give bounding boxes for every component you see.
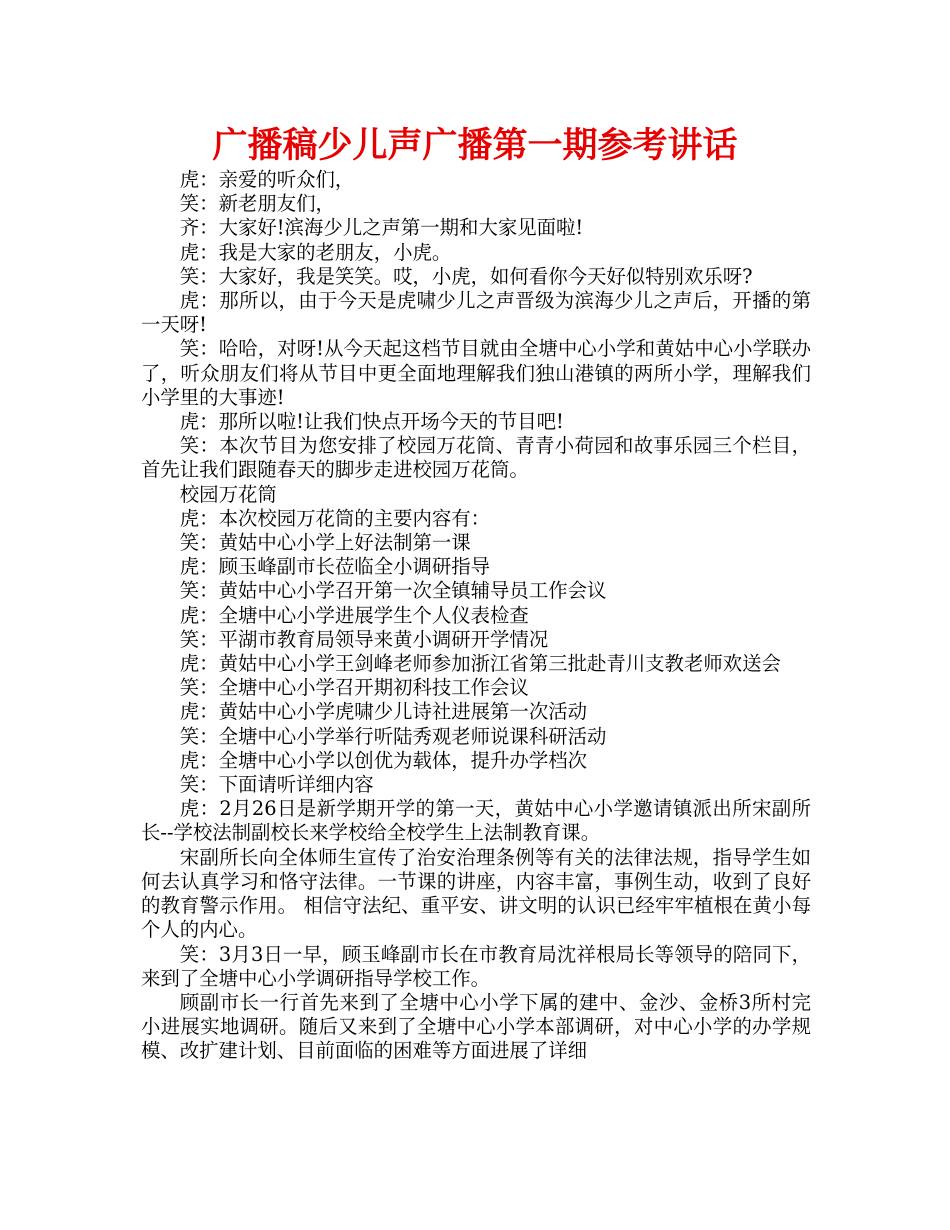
paragraph: 笑：平湖市教育局领导来黄小调研开学情况 [179, 627, 549, 651]
paragraph: 笑：新老朋友们， [179, 192, 335, 216]
paragraph: 顾副市长一行首先来到了全塘中心小学下属的建中、金沙、金桥3所村完小进展实地调研。随后又来到了全塘中心小学本部调研，对中心小学的办学规模、改扩建计划、目前面临的困难等方面进展了详细 [141, 990, 811, 1063]
paragraph: 笑：黄姑中心小学上好法制第一课 [179, 531, 471, 555]
paragraph: 笑：全塘中心小学召开期初科技工作会议 [179, 676, 529, 700]
paragraph: 笑：3月3日一早，顾玉峰副市长在市教育局沈祥根局长等领导的陪同下，来到了全塘中心小学调研指导学校工作。 [141, 942, 811, 990]
paragraph: 笑：本次节目为您安排了校园万花筒、青青小荷园和故事乐园三个栏目，首先让我们跟随春天的脚步走进校园万花筒。 [141, 434, 811, 482]
paragraph: 虎：那所以，由于今天是虎啸少儿之声晋级为滨海少儿之声后，开播的第一天呀! [141, 289, 811, 337]
paragraph: 笑：全塘中心小学举行听陆秀观老师说课科研活动 [179, 724, 607, 748]
paragraph: 笑：黄姑中心小学召开第一次全镇辅导员工作会议 [179, 579, 607, 603]
paragraph: 虎：亲爱的听众们， [179, 168, 355, 191]
paragraph: 虎：顾玉峰副市长莅临全小调研指导 [179, 555, 491, 579]
paragraph: 虎：本次校园万花筒的主要内容有： [179, 506, 491, 530]
paragraph: 虎：黄姑中心小学虎啸少儿诗社进展第一次活动 [179, 700, 587, 724]
paragraph: 虎：那所以啦!让我们快点开场今天的节目吧! [179, 410, 564, 434]
document-body [141, 168, 811, 1064]
paragraph: 齐：大家好!滨海少儿之声第一期和大家见面啦! [179, 216, 584, 240]
paragraph: 笑：大家好，我是笑笑。哎，小虎，如何看你今天好似特别欢乐呀? [179, 264, 753, 288]
paragraph: 笑：哈哈，对呀!从今天起这档节目就由全塘中心小学和黄姑中心小学联办了，听众朋友们将从节目中更全面地理解我们独山港镇的两所小学，理解我们小学里的大事迹! [141, 337, 811, 409]
paragraph: 虎：全塘中心小学以创优为载体，提升办学档次 [179, 748, 587, 772]
paragraph: 虎：2月26日是新学期开学的第一天，黄姑中心小学邀请镇派出所宋副所长--学校法制副校长来学校给全校学生上法制教育课。 [141, 797, 811, 845]
paragraph: 虎：全塘中心小学进展学生个人仪表检查 [179, 603, 529, 627]
paragraph: 虎：黄姑中心小学王剑峰老师参加浙江省第三批赴青川支教老师欢送会 [179, 652, 781, 676]
section-heading: 校园万花筒 [179, 482, 277, 506]
paragraph: 笑：下面请听详细内容 [179, 773, 374, 797]
document-title: 广播稿少儿声广播第一期参考讲话 [212, 126, 738, 166]
paragraph: 宋副所长向全体师生宣传了治安治理条例等有关的法律法规，指导学生如何去认真学习和恪守法律。一节课的讲座，内容丰富，事例生动，收到了良好的教育警示作用。 相信守法纪、重平安、讲文明的认识已经牢牢植根在黄小每个人的内心。 [141, 845, 811, 942]
paragraph: 虎：我是大家的老朋友，小虎。 [179, 240, 452, 264]
